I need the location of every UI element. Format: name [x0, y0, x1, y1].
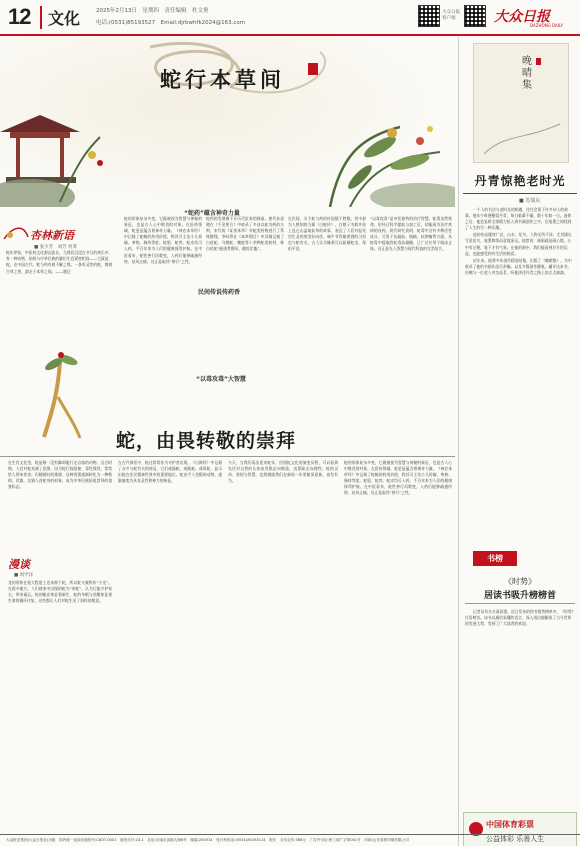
article-headline: 蛇，由畏转敬的崇拜: [116, 430, 297, 452]
ad-title: 中国体育彩票: [486, 820, 534, 829]
divider: [0, 456, 455, 457]
article-text: 蛇药的发展离不开历代医家的探索。唐代孙思邈在《千金要方》中收录了多首以蛇为药的方剂，宋代的《证类本草》对蛇类药物进行了系统整理。李时珍在《本草纲目》中详细记载了白花蛇、乌梢蛇、蝮蛇等十余种蛇类药材，称白花蛇“能透骨搜风，截惊定搐”。: [206, 216, 284, 252]
contact-line: 电话:(0531)85193527 Email:djrbwhfk2024@163.com: [96, 20, 246, 26]
subheading: “以毒攻毒”大智慧: [196, 376, 246, 383]
hero-illustration: [0, 37, 455, 207]
date-line: 2025年2月13日 星期四 责任编辑 杜文奥: [96, 8, 209, 14]
ginseng-icon: [30, 352, 90, 442]
sidebar-text: [465, 207, 575, 543]
article-text: 蛇的形象复杂多变，它既被视为智慧与神秘的象征，也是古人心中敬畏的对象。在医药领域，蛇更是蕴含着神奇力量。《神农本草经》中记载了蛇蜕的药用价值，称其可主治小儿惊痫、寒热、肠痔等症。蛇胆、蛇肉、蛇皮均可入药，千百年来为人们的健康保驾护航。在中医看来，蛇性善行而数变，入药后能够疏通经络、祛风止痛，这正是取其“善行”之性。: [124, 216, 202, 264]
book-cover-image: [473, 43, 569, 163]
section-name: 文化: [40, 6, 80, 29]
article-text: 龙的形象在很大程度上也来源于蛇，所以蛇又被称作“小龙”。在很多地方，人们视家中出现的蛇为“家蛇”，认为它能守护家宅、带来福运。蛇的蜕皮象征着新生，蛇的冬眠与苏醒象征着生命的循环往复，这些都让人们对蛇生出了别样的敬意。: [8, 580, 112, 604]
left-column: [0, 207, 120, 492]
book-art: [474, 44, 570, 164]
column-header: 杏林新语: [30, 229, 74, 242]
book-chart-subtitle: 《时势》: [504, 577, 536, 586]
article-text: 蛇的形象复杂多变，它既被视为智慧与神秘的象征，也是古人心中敬畏的对象。在医药领域，蛇更是蕴含着神奇力量。《神农本草经》中记载了蛇蜕的药用价值，称其可主治小儿惊痫、寒热、肠痔等症。蛇胆、蛇肉、蛇皮均可入药，千百年来为人们的健康保驾护航。在中医看来，蛇性善行而数变，入药后能够疏通经络、祛风止痛，这正是取其“善行”之性。: [344, 460, 452, 496]
book-title: 晚晴集: [522, 56, 532, 91]
newspaper-logo: 大众日报: [494, 9, 550, 25]
sidebar-headline: 丹青惊艳老时光: [474, 174, 566, 188]
sidebar-text: 记者从有关方面获悉，近日发布的图书销售榜单中，《时势》位居榜首。该书以通俗易懂的语言，深入浅出地解读了当今世界的发展大势，受到了广大读者的欢迎。: [465, 609, 574, 627]
divider: [463, 193, 577, 194]
hero-title: 蛇行本草间: [160, 67, 285, 92]
article-text: 在生肖文化里，蛇是唯一没有脚却能行走自如的动物。远古时期，人们对蛇充满了恐惧，因为蛇行踪隐秘、毒性强烈，常常给人带来伤害。但随着时间推移，这种畏惧逐渐转化为一种敬仰。伏羲、女娲人首蛇身的形象，成为中华民族始祖崇拜的重要标志。: [8, 460, 112, 490]
book-chart-title: 居读书吸升榜榜首: [483, 591, 556, 601]
byline: ■ 周学泽: [14, 573, 34, 578]
qr-code-icon[interactable]: [418, 5, 440, 27]
column-header: 漫谈: [8, 558, 30, 571]
intro-text: 蛇年伊始，中医药文化源远流长，当我们沉浸在节日的欢乐中，有一种动物，始终与中华民族的繁衍生息紧密相连——它就是蛇。在中国古代，蛇与药有着不解之缘。一条有灵性的蛇，携着百草之香，游走于本草之间。——题记: [6, 250, 113, 274]
page-number: 12: [8, 4, 31, 29]
article-text: “以毒攻毒”是中医独特的治疗智慧。蛇毒虽然致命，但经过科学提取与加工后，却能成为治疗疾病的良药。现代研究表明，蛇毒中含有多种活性成分，可用于抗凝血、镇痛、抗肿瘤等方面。从蛇毒中提取的蛇毒血凝酶，已广泛应用于临床止血。这正是先人智慧与现代科技的完美结合。: [370, 216, 452, 252]
article-text: 在古代神话中，蛇还常常作为守护者出现。《山海经》中记载了众多与蛇有关的神灵，它们或操蛇、或践蛇、或珥蛇，显示出蛇在先民精神世界中的重要地位。蛇由令人畏惧的动物，逐渐演变为具有灵性和神力的象征。: [118, 460, 222, 484]
article-text: 在民间，关于蛇与药的传说数不胜数。其中最为人熟知的当属《白蛇传》，白娘子为救许仙上昆仑山盗取仙草的故事，表达了人们对起死回生灵药的美好向往。端午节饮雄黄酒的习俗也与蛇有关，古人认为雄黄可以驱避蛇虫，保佑平安。: [288, 216, 366, 252]
subheading: 民间传说传药香: [198, 289, 241, 296]
newspaper-logo-sub: DAZHONG DAILY: [530, 23, 564, 28]
qr-caption: 大众日报 客户端: [442, 10, 460, 21]
byline: ■ 张少芳 刘芳 何菁: [34, 245, 78, 250]
subheading: “蛇药”蕴含神奇力量: [184, 210, 240, 217]
qr-code-icon[interactable]: [464, 5, 486, 27]
masthead: [0, 0, 580, 36]
book-chart-badge: 书榜: [473, 551, 517, 566]
paragraph: 近年来，他将多年创作精选结集，出版了《晚晴集》。书中收录了他的书画作品百余幅，以及多篇创作随笔。翻开这本书，仿佛与一位老人对坐品茗，听他讲述丹青之路上的点点滴滴。: [465, 257, 572, 275]
article-text: 今天，当我们再次迎来蛇年，回望蛇文化的演变历程，可以看到先民对自然的认知由畏惧走向敬重，由蒙昧走向理性。蛇的灵动、坚韧与智慧，也将激励我们在新的一年里蜕旧迎新，奋发有为。: [228, 460, 338, 484]
paragraph: 一个人的书法与老时光的相遇，往往会留下许多动人的故事。他年少时便酷爱丹青，每日临摹不辍，数十年如一日。退休之后，他更是将全部精力投入到书画创作之中，在笔墨之间找到了人生的另一种乐趣。: [465, 207, 572, 231]
hero-art: [0, 37, 455, 207]
divider: [465, 603, 575, 604]
footer-info: 大众报业集团(大众日报社)出版 国内统一连续出版物号:CN37-0001 邮发代号:23-1 社址:济南市泺源大街6号 邮编:250014 发行科电话:(0531)85193114 报价 全年定价:368元 广告许可证:鲁工商广字第001号 印刷:山东省报印刷有限公司: [0, 834, 580, 846]
byline: ■ 苏瑞东: [519, 198, 541, 204]
ad-slogan: 公益体彩 乐善人生: [486, 835, 545, 843]
pavilion-icon: [0, 115, 80, 183]
sidebar: [458, 37, 580, 846]
paragraph: 他的作品题材广泛，山水、花鸟、人物无所不涉。尤其擅长写意花鸟，笔墨简练而意境深远。他常说：画画就是画心境，心中有丘壑，笔下才有气象。在他的画中，我们能看到岁月的沉淀，也能感受到对生活的热爱。: [465, 232, 572, 256]
